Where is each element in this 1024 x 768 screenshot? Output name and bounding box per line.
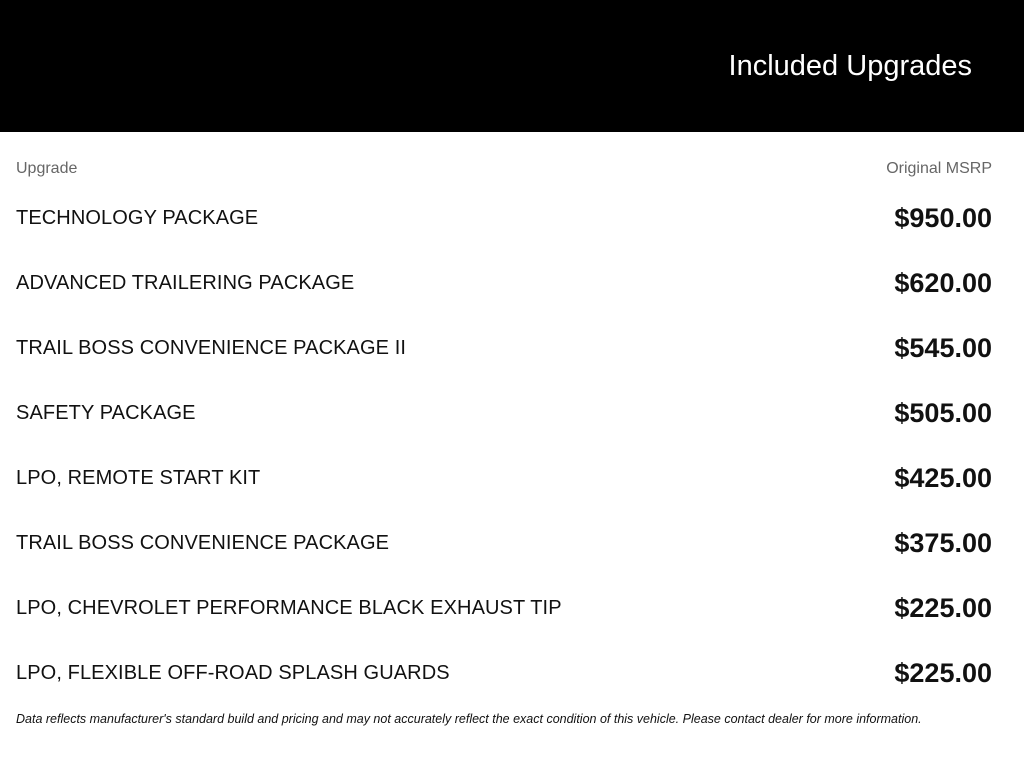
upgrade-name: LPO, FLEXIBLE OFF-ROAD SPLASH GUARDS [16, 662, 450, 684]
column-headers [16, 160, 992, 180]
page-title: Included Upgrades [728, 50, 972, 82]
upgrade-name: SAFETY PACKAGE [16, 402, 196, 424]
list-item [16, 521, 992, 586]
upgrade-price: $225.00 [894, 593, 992, 623]
list-item [16, 586, 992, 651]
list-item [16, 261, 992, 326]
list-item [16, 391, 992, 456]
list-item [16, 651, 992, 716]
upgrade-name: TRAIL BOSS CONVENIENCE PACKAGE [16, 532, 390, 554]
upgrade-price: $620.00 [894, 268, 992, 298]
header-banner [0, 0, 1024, 132]
upgrade-name: ADVANCED TRAILERING PACKAGE [16, 272, 355, 294]
upgrade-name: LPO, REMOTE START KIT [16, 467, 261, 489]
upgrade-price: $545.00 [894, 333, 992, 363]
upgrade-column-header: Upgrade [16, 160, 78, 177]
list-item [16, 326, 992, 391]
list-item [16, 196, 992, 261]
list-item [16, 456, 992, 521]
upgrade-price: $375.00 [894, 528, 992, 558]
upgrade-price: $950.00 [894, 203, 992, 233]
upgrade-price: $425.00 [894, 463, 992, 493]
upgrade-name: TRAIL BOSS CONVENIENCE PACKAGE II [16, 337, 407, 359]
upgrade-name: LPO, CHEVROLET PERFORMANCE BLACK EXHAUST TIP [16, 597, 562, 619]
msrp-column-header: Original MSRP [886, 160, 992, 177]
upgrades-list [16, 196, 992, 716]
disclaimer-text: Data reflects manufacturer's standard build and pricing and may not accurately reflect the exact condition of this vehicle. Please contact dealer for more information. [16, 712, 922, 726]
upgrade-name: TECHNOLOGY PACKAGE [16, 207, 259, 229]
upgrade-price: $225.00 [894, 658, 992, 688]
upgrade-price: $505.00 [894, 398, 992, 428]
